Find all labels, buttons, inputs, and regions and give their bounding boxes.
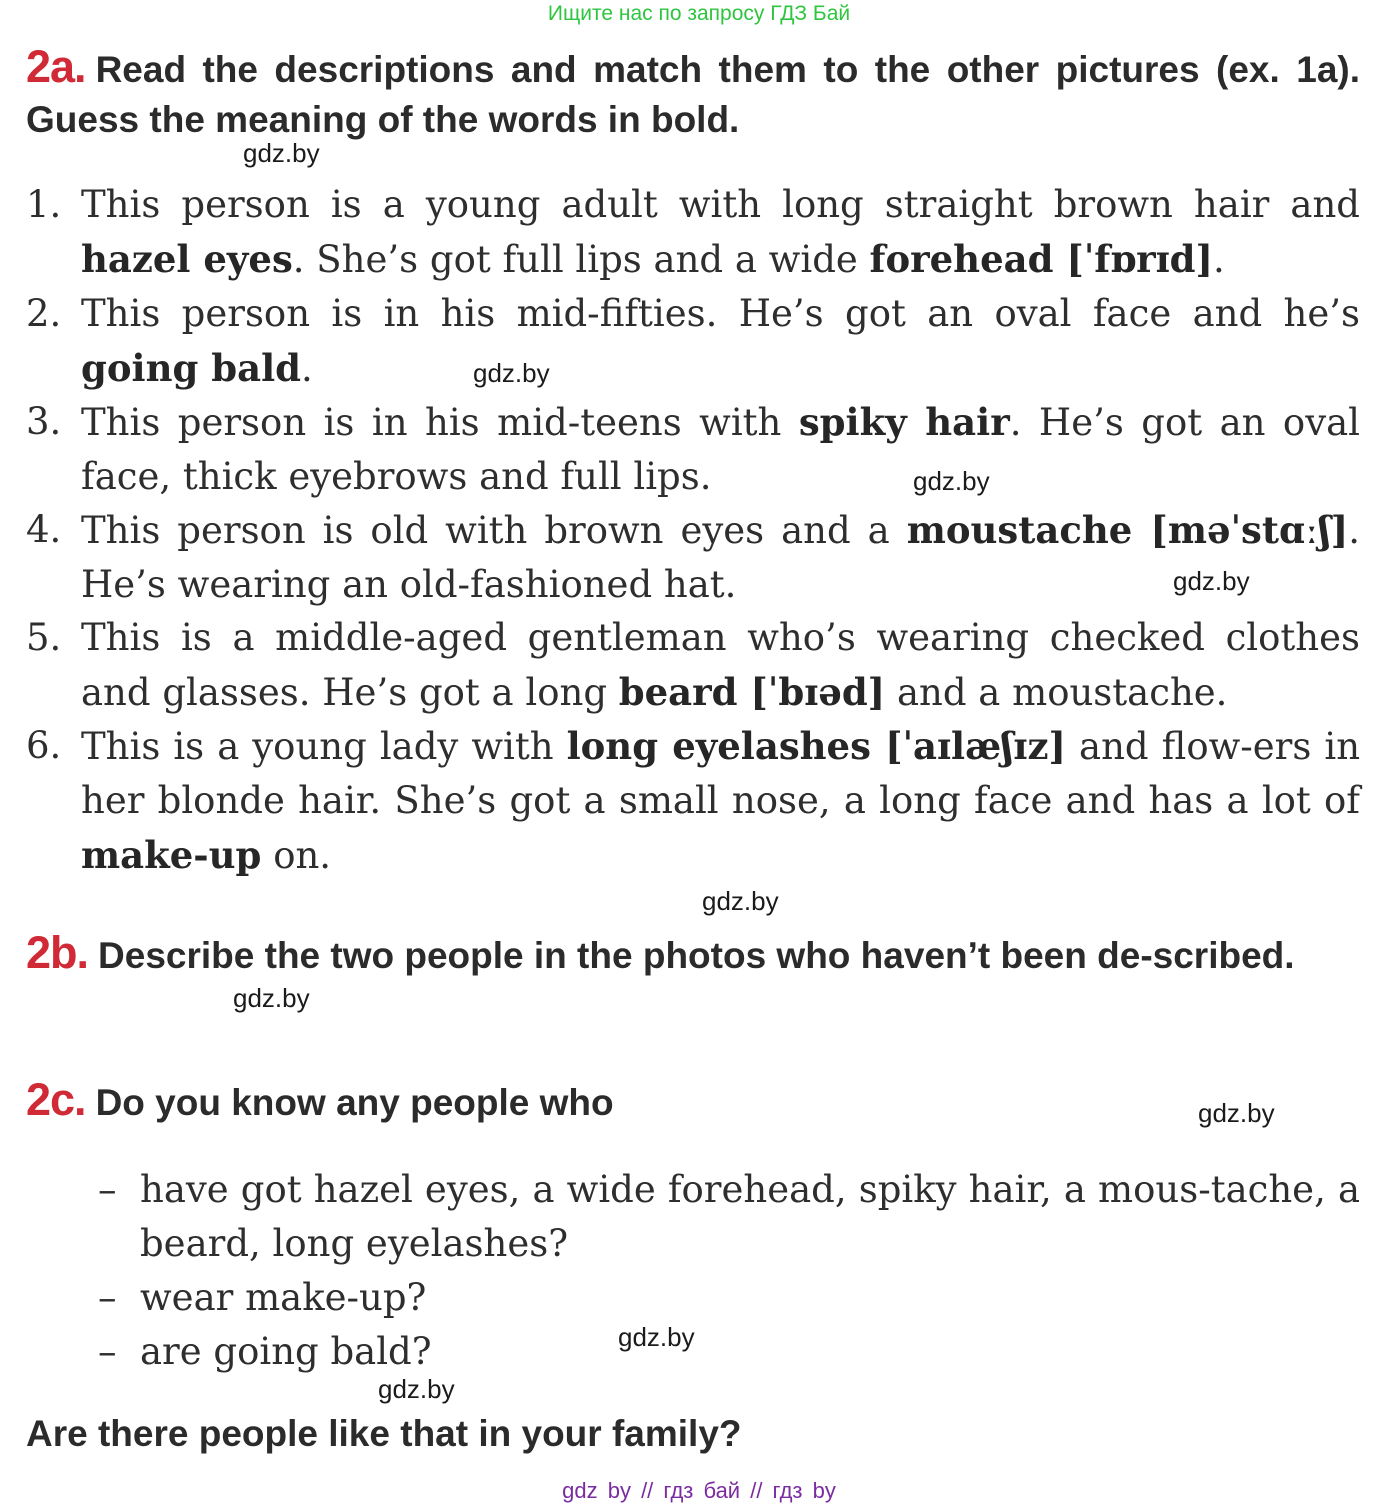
- text-segment: This is a young lady with: [81, 725, 567, 768]
- text-segment: .: [1213, 238, 1225, 281]
- item-text: [81, 719, 1360, 883]
- question-bullet-1: [98, 1163, 1360, 1271]
- description-item-3: [26, 395, 1360, 504]
- description-item-5: [26, 611, 1360, 720]
- watermark: gdz.by: [1173, 566, 1250, 596]
- bold-term: make-up: [81, 833, 262, 877]
- text-segment: on.: [261, 834, 332, 877]
- watermark: gdz.by: [1198, 1098, 1275, 1128]
- item-number: 4.: [26, 508, 62, 551]
- item-text: [81, 287, 1360, 396]
- exercise-2c-heading: [26, 1075, 1360, 1128]
- bold-term: hazel eyes: [81, 237, 293, 281]
- item-number: 5.: [26, 616, 62, 659]
- item-text: [81, 178, 1360, 287]
- text-segment: . He’s got an oval face, thick eyebrows and full lips.: [81, 401, 1361, 498]
- text-segment: . He’s wearing an old-fashioned hat.: [81, 509, 1360, 606]
- text-segment: and flow-ers in her blonde hair. She’s got a small nose, a long face and has a lot of: [81, 725, 1361, 822]
- bold-term: going bald: [81, 346, 302, 390]
- text-segment: This is a middle-aged gentleman who’s wearing checked clothes and glasses. He’s got a long: [81, 616, 1360, 714]
- text-segment: and a moustache.: [885, 671, 1228, 714]
- bold-term: moustache [məˈstɑːʃ]: [906, 508, 1349, 552]
- description-item-4: [26, 503, 1360, 612]
- exercise-2b-instruction: Describe the two people in the photos who haven’t been de-scribed.: [98, 935, 1295, 976]
- text-segment: This person is in his mid-fifties. He’s got an oval face and he’s: [81, 292, 1360, 335]
- exercise-2a-heading: [26, 42, 1360, 145]
- search-banner: Ищите нас по запросу ГДЗ Бай: [547, 2, 851, 25]
- text-segment: This person is old with brown eyes and a: [81, 509, 907, 552]
- bold-term: spiky hair: [798, 400, 1010, 444]
- watermark: gdz.by: [473, 358, 550, 388]
- exercise-2b-heading: [26, 928, 1360, 981]
- watermark: gdz.by: [233, 983, 310, 1013]
- question-bullet-2: [98, 1271, 1360, 1325]
- bold-term: long eyelashes [ˈaɪlæʃɪz]: [566, 724, 1067, 768]
- bullet-text: are going bald?: [140, 1330, 432, 1373]
- item-text: [81, 503, 1360, 612]
- footer-links: gdz by // гдз бай // гдз by: [562, 1478, 836, 1503]
- bold-term: beard [ˈbɪəd]: [618, 670, 886, 714]
- question-bullet-3: [98, 1325, 1360, 1379]
- bold-term: forehead [ˈfɒrɪd]: [869, 237, 1214, 281]
- item-number: 3.: [26, 400, 62, 443]
- watermark: gdz.by: [378, 1374, 455, 1404]
- watermark: gdz.by: [913, 466, 990, 496]
- watermark: gdz.by: [618, 1322, 695, 1352]
- item-text: [81, 395, 1360, 504]
- text-segment: . She’s got full lips and a wide: [292, 238, 870, 281]
- watermark: gdz.by: [702, 886, 779, 916]
- item-text: [81, 611, 1360, 720]
- final-question: Are there people like that in your family?: [26, 1413, 742, 1454]
- dash-marker: –: [98, 1276, 117, 1319]
- bullet-text: wear make-up?: [140, 1276, 427, 1319]
- description-item-1: [26, 178, 1360, 287]
- watermark: gdz.by: [243, 138, 320, 168]
- text-segment: This person is a young adult with long straight brown hair and: [81, 183, 1360, 226]
- exercise-number-2b: 2b.: [26, 927, 89, 978]
- item-number: 1.: [26, 183, 62, 226]
- description-item-6: [26, 719, 1360, 883]
- item-number: 6.: [26, 724, 62, 767]
- exercise-number-2a: 2a.: [26, 41, 86, 92]
- exercise-2c-instruction: Do you know any people who: [95, 1082, 614, 1123]
- dash-marker: –: [98, 1330, 117, 1373]
- dash-marker: –: [98, 1168, 117, 1211]
- exercise-2a-instruction: Read the descriptions and match them to the other pictures (ex. 1a). Guess the meaning of the words in bold.: [26, 49, 1360, 140]
- bullet-text: have got hazel eyes, a wide forehead, spiky hair, a mous-tache, a beard, long eyelashes?: [140, 1168, 1360, 1265]
- description-item-2: [26, 287, 1360, 396]
- text-segment: .: [301, 347, 313, 390]
- exercise-number-2c: 2c.: [26, 1074, 86, 1125]
- text-segment: This person is in his mid-teens with: [81, 401, 799, 444]
- item-number: 2.: [26, 292, 62, 335]
